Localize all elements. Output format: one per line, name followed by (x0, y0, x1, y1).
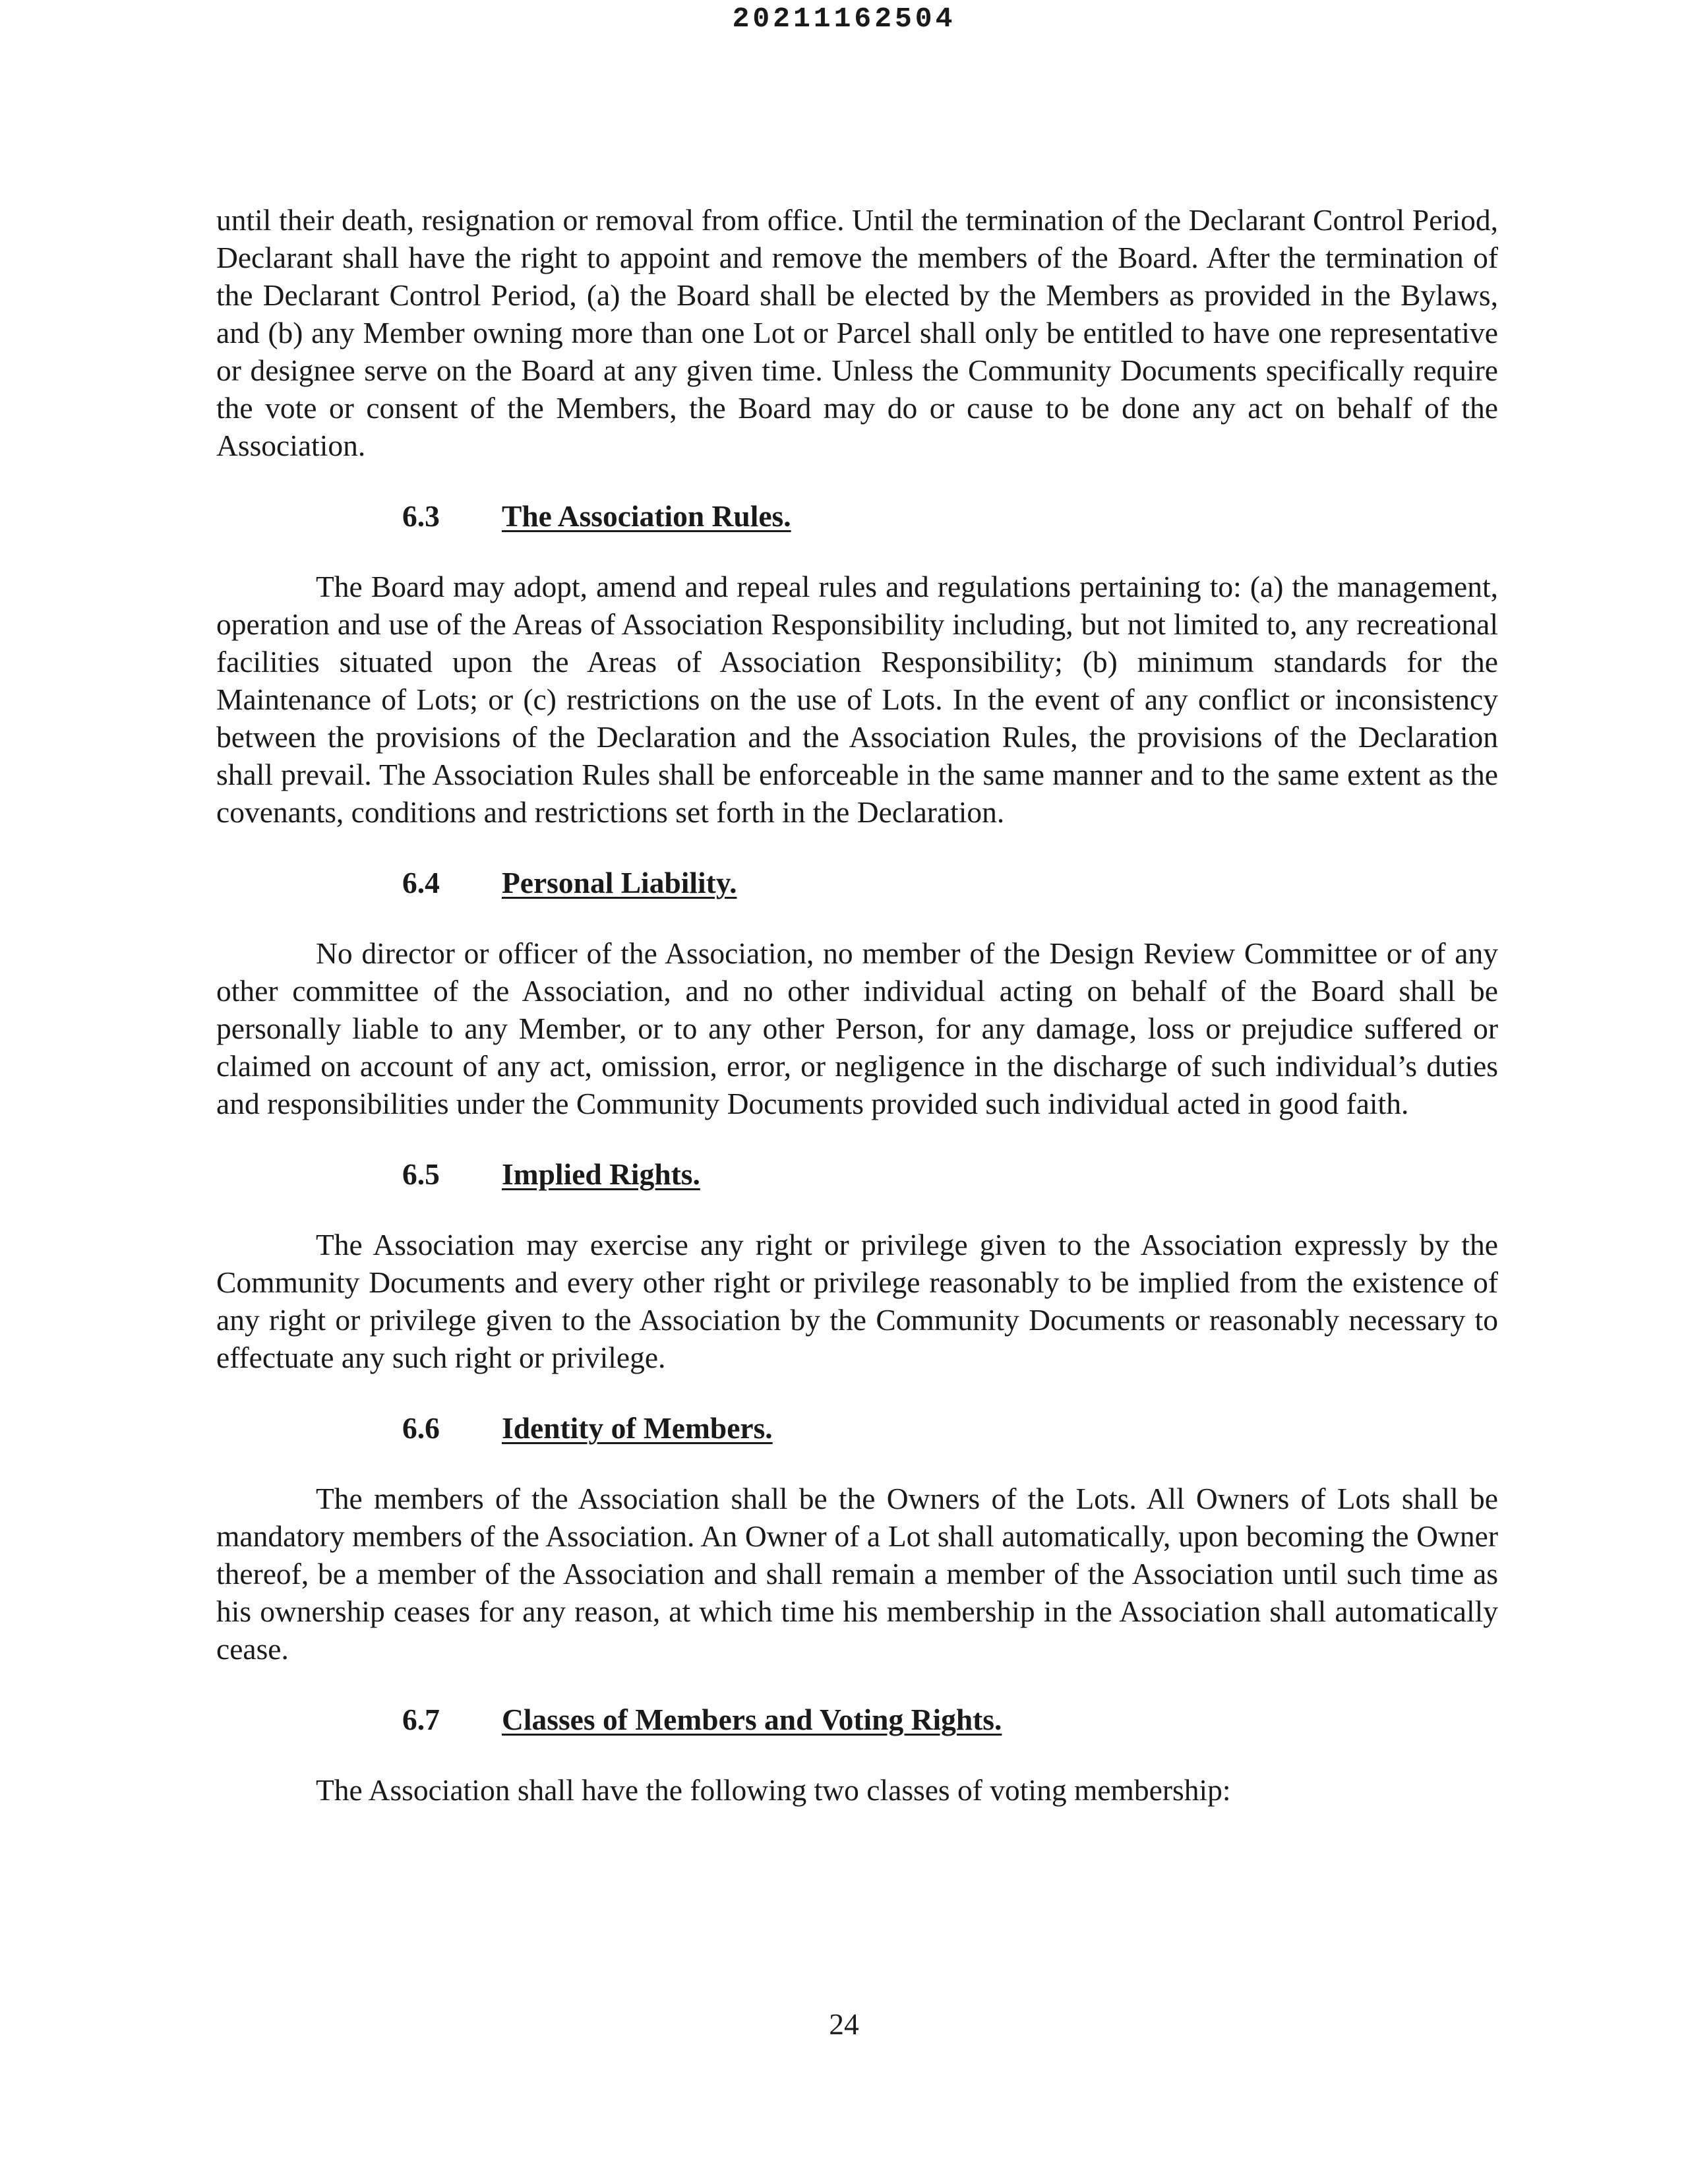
section-title: Classes of Members and Voting Rights. (502, 1703, 1002, 1736)
section-6-5-paragraph: The Association may exercise any right or privilege given to the Association expressly by the Community Documents and every other right or privilege reasonably to be implied from the existence of any right or privilege given to the Association by the Community Documents or reasonably necessary to effectuate any such right or privilege. (216, 1228, 1498, 1374)
section-number: 6.7 (402, 1703, 440, 1736)
section-title: Identity of Members. (502, 1411, 773, 1445)
section-heading-6-7 (216, 1701, 1498, 1738)
section-heading-6-5 (216, 1155, 1498, 1193)
section-6-7-paragraph: The Association shall have the following two classes of voting membership: (316, 1773, 1231, 1807)
page-body (216, 201, 1498, 1809)
section-6-3-paragraph: The Board may adopt, amend and repeal rules and regulations pertaining to: (a) the management, operation and use of the Areas of Association Responsibility including, but not limited to, any recreational facilities situated upon the Areas of Association Responsibility; (b) minimum standards for the Maintenance of Lots; or (c) restrictions on the use of Lots. In the event of any conflict or inconsistency between the provisions of the Declaration and the Association Rules, the provisions of the Declaration shall prevail. The Association Rules shall be enforceable in the same manner and to the same extent as the covenants, conditions and restrictions set forth in the Declaration. (216, 570, 1498, 829)
section-6-6-paragraph: The members of the Association shall be the Owners of the Lots. All Owners of Lots shall be mandatory members of the Association. An Owner of a Lot shall automatically, upon becoming the Owner thereof, be a member of the Association and shall remain a member of the Association until such time as his ownership ceases for any reason, at which time his membership in the Association shall automatically cease. (216, 1482, 1498, 1666)
section-number: 6.6 (402, 1411, 440, 1445)
intro-paragraph: until their death, resignation or removal from office. Until the termination of the Declarant Control Period, Declarant shall have the right to appoint and remove the members of the Board. After the termination of the Declarant Control Period, (a) the Board shall be elected by the Members as provided in the Bylaws, and (b) any Member owning more than one Lot or Parcel shall only be entitled to have one representative or designee serve on the Board at any given time. Unless the Community Documents specifically require the vote or consent of the Members, the Board may do or cause to be done any act on behalf of the Association. (216, 203, 1498, 462)
section-number: 6.5 (402, 1157, 440, 1191)
section-heading-6-4 (216, 864, 1498, 901)
section-6-4-paragraph: No director or officer of the Association, no member of the Design Review Committee or of any other committee of the Association, and no other individual acting on behalf of the Board shall be personally liable to any Member, or to any other Person, for any damage, loss or prejudice suffered or claimed on account of any act, omission, error, or negligence in the discharge of such individual’s duties and responsibilities under the Community Documents provided such individual acted in good faith. (216, 936, 1498, 1120)
section-heading-6-3 (216, 497, 1498, 535)
section-title: Personal Liability. (502, 866, 737, 899)
page-number: 24 (829, 2007, 859, 2041)
section-title: Implied Rights. (502, 1157, 700, 1191)
section-heading-6-6 (216, 1409, 1498, 1447)
document-number: 20211162504 (732, 3, 956, 35)
section-title: The Association Rules. (502, 499, 791, 533)
section-number: 6.3 (402, 499, 440, 533)
section-number: 6.4 (402, 866, 440, 899)
